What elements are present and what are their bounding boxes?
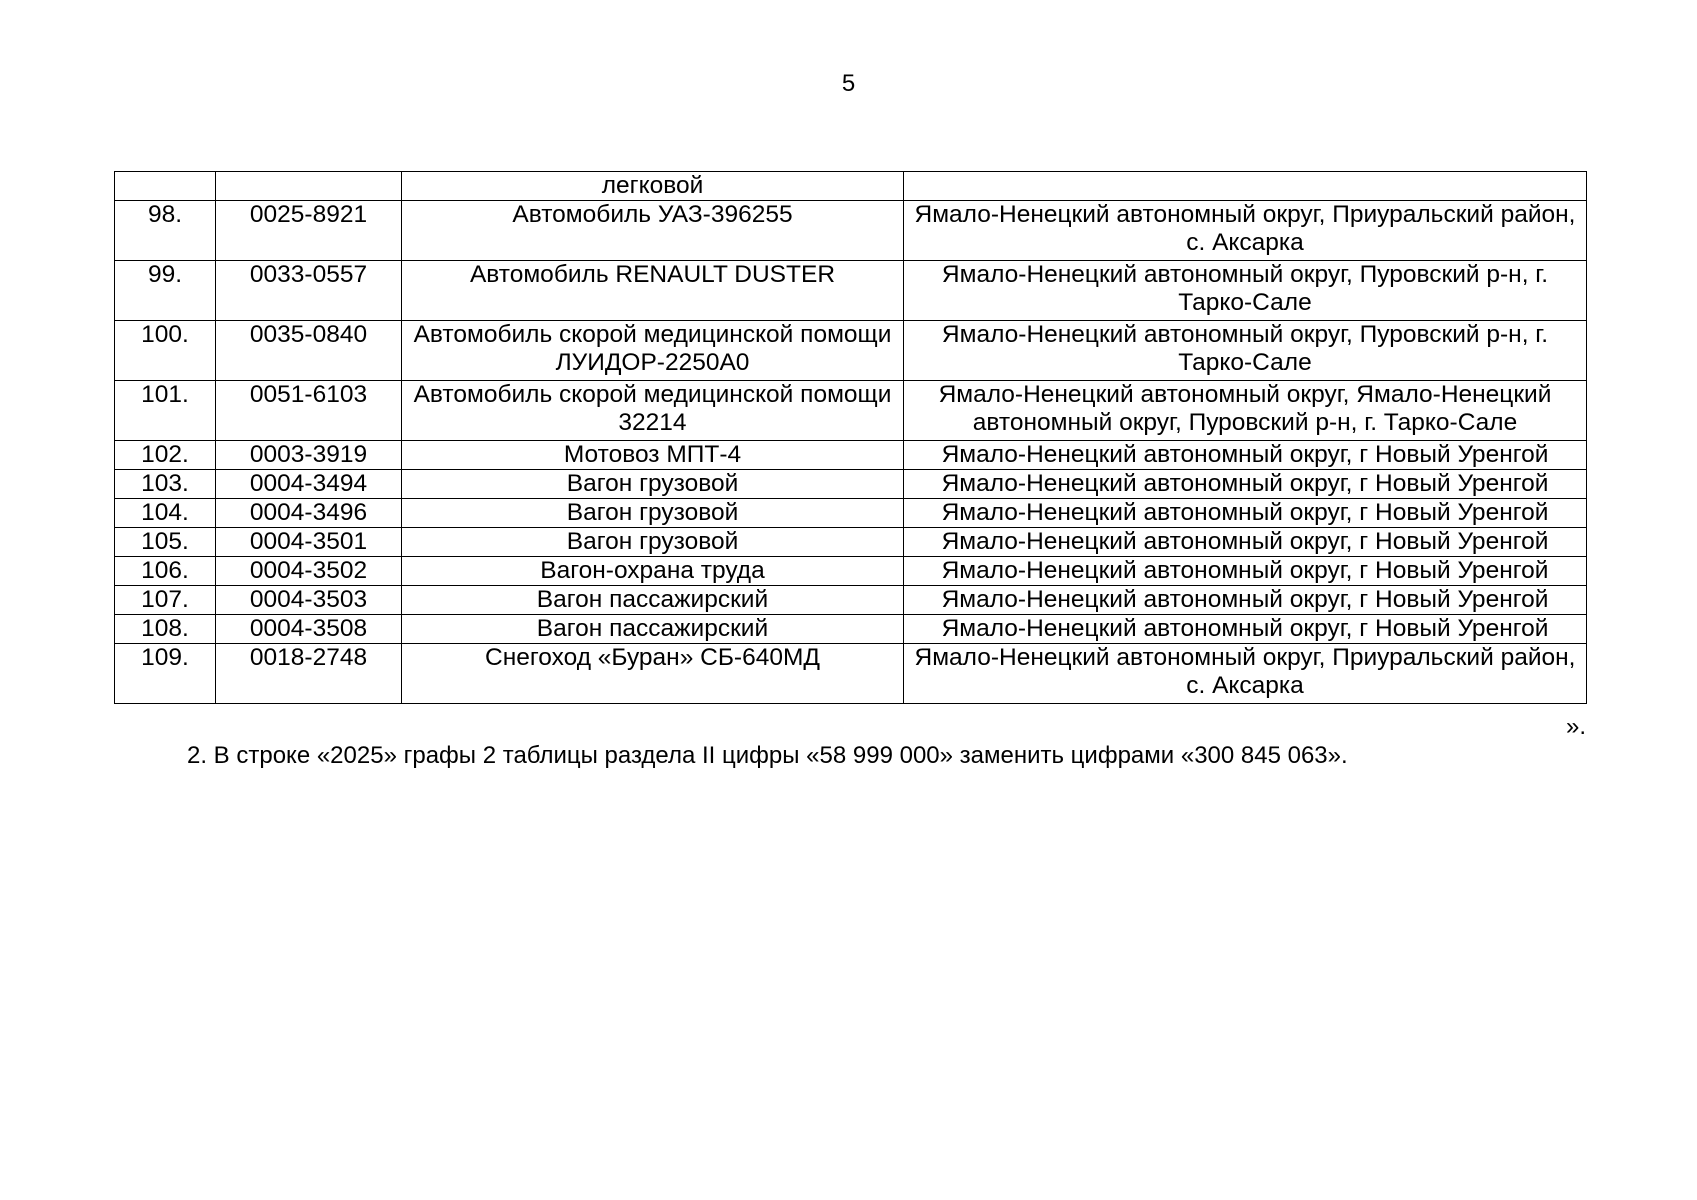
cell-num: 105. [115, 528, 216, 557]
table-row [115, 261, 1587, 321]
cell-code: 0033-0557 [216, 261, 402, 321]
cell-name: Вагон пассажирский [402, 615, 904, 644]
cell-num: 108. [115, 615, 216, 644]
cell-location: Ямало-Ненецкий автономный округ, г Новый Уренгой [904, 441, 1587, 470]
table-row [115, 586, 1587, 615]
table-row [115, 644, 1587, 704]
cell-name: Снегоход «Буран» СБ-640МД [402, 644, 904, 704]
table-row [115, 441, 1587, 470]
cell-name: Автомобиль УАЗ-396255 [402, 201, 904, 261]
table-row [115, 470, 1587, 499]
cell-name: Автомобиль скорой медицинской помощи 32214 [402, 381, 904, 441]
cell-name: Вагон грузовой [402, 499, 904, 528]
cell-code: 0025-8921 [216, 201, 402, 261]
cell-num: 102. [115, 441, 216, 470]
cell-code: 0004-3502 [216, 557, 402, 586]
cell-location: Ямало-Ненецкий автономный округ, г Новый Уренгой [904, 615, 1587, 644]
cell-name: Вагон грузовой [402, 470, 904, 499]
table-row [115, 499, 1587, 528]
table-row [115, 321, 1587, 381]
cell-name: Вагон-охрана труда [402, 557, 904, 586]
cell-location: Ямало-Ненецкий автономный округ, г Новый Уренгой [904, 499, 1587, 528]
cell-num: 103. [115, 470, 216, 499]
amendment-paragraph-2: 2. В строке «2025» графы 2 таблицы раздела II цифры «58 999 000» заменить цифрами «300 845 063». [187, 742, 1348, 769]
table-row [115, 381, 1587, 441]
cell-num: 99. [115, 261, 216, 321]
cell-name: Автомобиль RENAULT DUSTER [402, 261, 904, 321]
cell-location [904, 172, 1587, 201]
cell-num: 107. [115, 586, 216, 615]
cell-num: 106. [115, 557, 216, 586]
cell-name: легковой [402, 172, 904, 201]
cell-location: Ямало-Ненецкий автономный округ, Приуральский район, с. Аксарка [904, 644, 1587, 704]
cell-location: Ямало-Ненецкий автономный округ, Приуральский район, с. Аксарка [904, 201, 1587, 261]
table-row [115, 557, 1587, 586]
cell-location: Ямало-Ненецкий автономный округ, г Новый Уренгой [904, 557, 1587, 586]
cell-location: Ямало-Ненецкий автономный округ, г Новый Уренгой [904, 586, 1587, 615]
cell-location: Ямало-Ненецкий автономный округ, Пуровский р-н, г. Тарко-Сале [904, 321, 1587, 381]
table-row [115, 528, 1587, 557]
cell-code [216, 172, 402, 201]
cell-name: Вагон грузовой [402, 528, 904, 557]
cell-name: Вагон пассажирский [402, 586, 904, 615]
page-number: 5 [841, 70, 856, 97]
cell-code: 0051-6103 [216, 381, 402, 441]
cell-name: Мотовоз МПТ-4 [402, 441, 904, 470]
cell-code: 0018-2748 [216, 644, 402, 704]
cell-location: Ямало-Ненецкий автономный округ, Пуровский р-н, г. Тарко-Сале [904, 261, 1587, 321]
cell-num: 100. [115, 321, 216, 381]
cell-location: Ямало-Ненецкий автономный округ, г Новый Уренгой [904, 470, 1587, 499]
cell-code: 0003-3919 [216, 441, 402, 470]
cell-code: 0004-3508 [216, 615, 402, 644]
closing-quote: ». [1565, 713, 1586, 740]
cell-num: 104. [115, 499, 216, 528]
cell-num [115, 172, 216, 201]
cell-num: 109. [115, 644, 216, 704]
cell-location: Ямало-Ненецкий автономный округ, г Новый Уренгой [904, 528, 1587, 557]
cell-num: 101. [115, 381, 216, 441]
table-row [115, 201, 1587, 261]
cell-location: Ямало-Ненецкий автономный округ, Ямало-Ненецкий автономный округ, Пуровский р-н, г. Тарко-Сале [904, 381, 1587, 441]
cell-code: 0004-3496 [216, 499, 402, 528]
cell-name: Автомобиль скорой медицинской помощи ЛУИДОР-2250А0 [402, 321, 904, 381]
vehicle-registry-table [114, 171, 1587, 704]
cell-code: 0004-3494 [216, 470, 402, 499]
table-row-continued [115, 172, 1587, 201]
cell-code: 0035-0840 [216, 321, 402, 381]
cell-code: 0004-3501 [216, 528, 402, 557]
cell-num: 98. [115, 201, 216, 261]
cell-code: 0004-3503 [216, 586, 402, 615]
table-row [115, 615, 1587, 644]
